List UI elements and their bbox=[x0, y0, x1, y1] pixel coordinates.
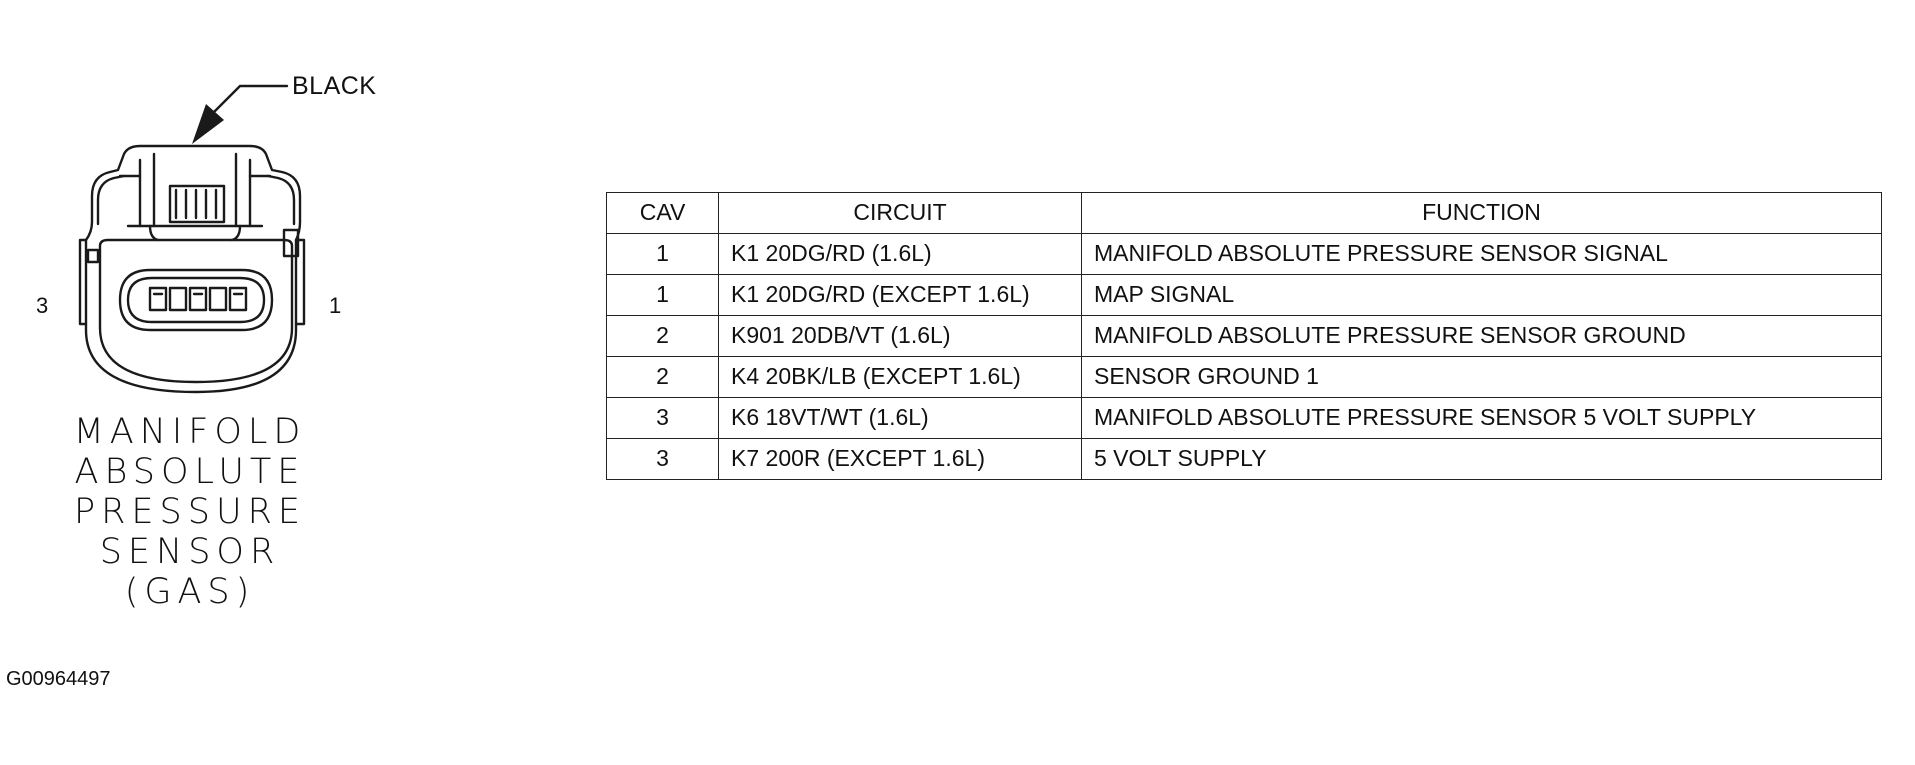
cell-circuit: K901 20DB/VT (1.6L) bbox=[719, 316, 1082, 357]
cell-cav: 3 bbox=[607, 439, 719, 480]
table-row bbox=[607, 439, 1882, 480]
pinout-table bbox=[606, 192, 1882, 480]
pin-label-left: 3 bbox=[36, 293, 49, 318]
terminal-1 bbox=[230, 288, 246, 310]
cell-function: MANIFOLD ABSOLUTE PRESSURE SENSOR GROUND bbox=[1082, 316, 1882, 357]
cell-circuit: K7 200R (EXCEPT 1.6L) bbox=[719, 439, 1082, 480]
terminal-3 bbox=[150, 288, 166, 310]
cell-cav: 1 bbox=[607, 275, 719, 316]
figure-id: G00964497 bbox=[6, 668, 111, 690]
header-cav: CAV bbox=[607, 193, 719, 234]
connector-color-label: BLACK bbox=[292, 72, 377, 100]
cell-cav: 2 bbox=[607, 357, 719, 398]
cell-cav: 1 bbox=[607, 234, 719, 275]
table-row bbox=[607, 234, 1882, 275]
pin-label-right: 1 bbox=[329, 293, 342, 318]
connector-name-line: SENSOR bbox=[99, 532, 281, 572]
table-row bbox=[607, 316, 1882, 357]
table-row bbox=[607, 357, 1882, 398]
terminal-2 bbox=[190, 288, 206, 310]
header-function: FUNCTION bbox=[1082, 193, 1882, 234]
connector-name-line: PRESSURE bbox=[73, 492, 307, 532]
cell-cav: 3 bbox=[607, 398, 719, 439]
callout-leader-line bbox=[212, 86, 287, 114]
table-row bbox=[607, 275, 1882, 316]
cell-circuit: K1 20DG/RD (1.6L) bbox=[719, 234, 1082, 275]
cell-function: SENSOR GROUND 1 bbox=[1082, 357, 1882, 398]
table-header-row bbox=[607, 193, 1882, 234]
cell-circuit: K6 18VT/WT (1.6L) bbox=[719, 398, 1082, 439]
header-circuit: CIRCUIT bbox=[719, 193, 1082, 234]
connector-name bbox=[60, 412, 320, 612]
cell-function: 5 VOLT SUPPLY bbox=[1082, 439, 1882, 480]
cell-circuit: K1 20DG/RD (EXCEPT 1.6L) bbox=[719, 275, 1082, 316]
cell-function: MANIFOLD ABSOLUTE PRESSURE SENSOR SIGNAL bbox=[1082, 234, 1882, 275]
cell-function: MANIFOLD ABSOLUTE PRESSURE SENSOR 5 VOLT SUPPLY bbox=[1082, 398, 1882, 439]
cell-function: MAP SIGNAL bbox=[1082, 275, 1882, 316]
cell-cav: 2 bbox=[607, 316, 719, 357]
connector-name-line: ABSOLUTE bbox=[74, 452, 306, 492]
callout-arrowhead bbox=[192, 104, 224, 144]
connector-name-line: (GAS) bbox=[124, 572, 256, 612]
connector-name-line: MANIFOLD bbox=[73, 412, 307, 452]
cell-circuit: K4 20BK/LB (EXCEPT 1.6L) bbox=[719, 357, 1082, 398]
connector-drawing bbox=[0, 0, 420, 420]
table-row bbox=[607, 398, 1882, 439]
